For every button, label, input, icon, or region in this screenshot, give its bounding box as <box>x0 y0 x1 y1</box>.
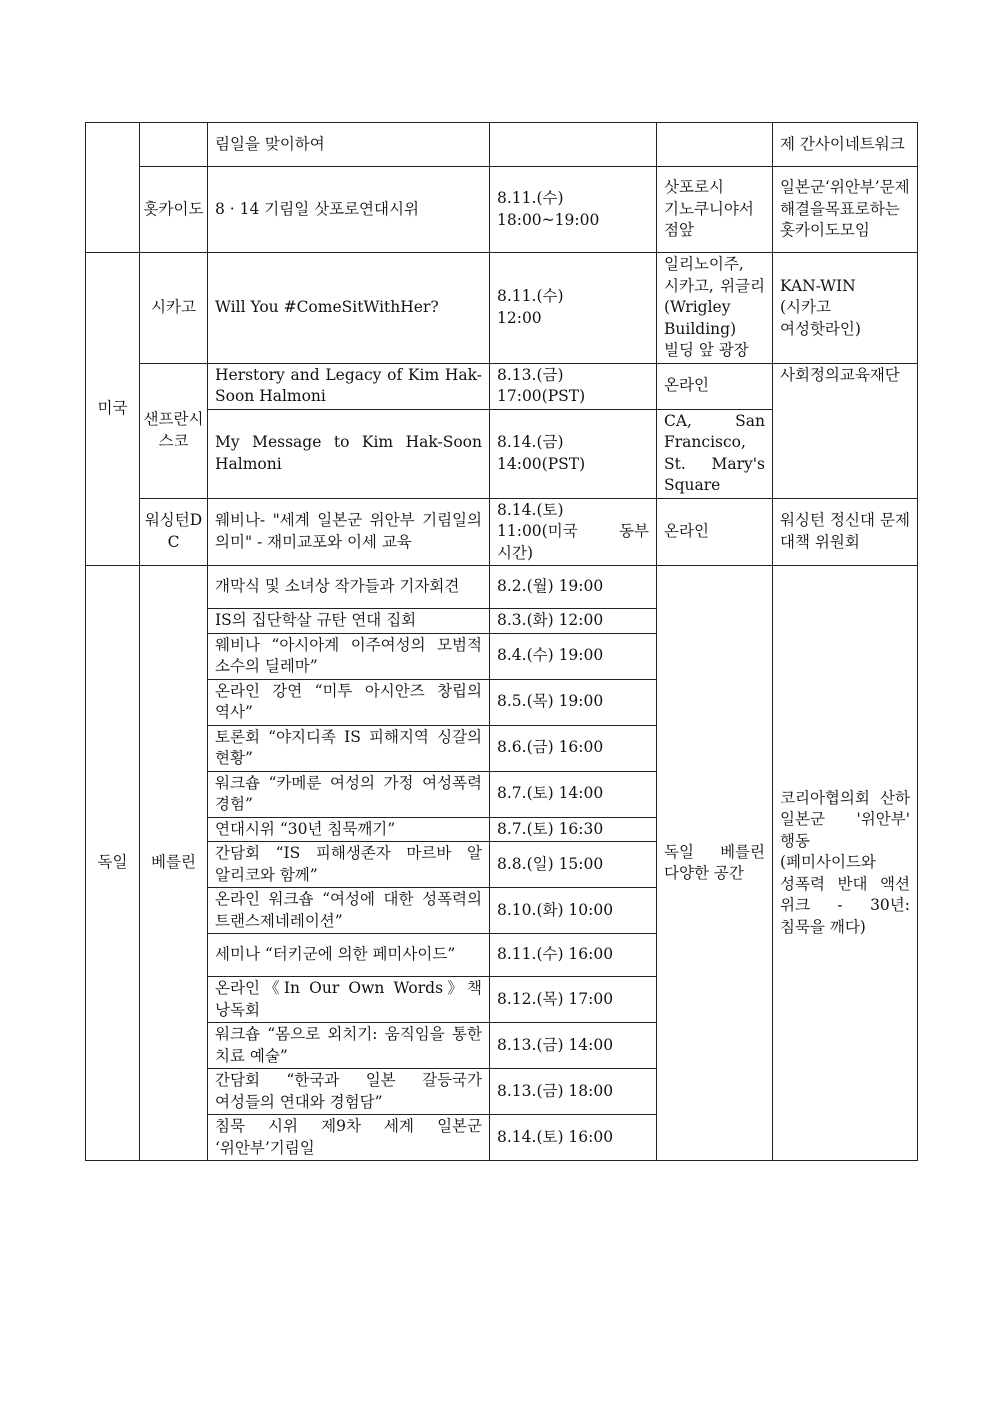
event-cell: 침묵 시위 제9차 세계 일본군 ‘위안부’기림일 <box>208 1115 490 1161</box>
event-cell: 림일을 맞이하여 <box>208 123 490 167</box>
date-cell: 8.7.(토) 16:30 <box>490 817 657 842</box>
date-cell: 8.11.(수) 16:00 <box>490 934 657 977</box>
city-cell: 샌프란시스코 <box>140 363 208 498</box>
organizer-cell: KAN-WIN (시카고 여성핫라인) <box>773 253 918 364</box>
event-cell: 개막식 및 소녀상 작가들과 기자회견 <box>208 566 490 609</box>
event-cell: 8 · 14 기림일 삿포로연대시위 <box>208 167 490 253</box>
venue-cell: 일리노이주, 시카고, 위글리 (Wrigley Building)빌딩 앞 광장 <box>657 253 773 364</box>
event-cell: 웨비나 “아시아계 이주여성의 모범적 소수의 딜레마” <box>208 633 490 679</box>
organizer-cell: 워싱턴 정신대 문제 대책 위원회 <box>773 498 918 566</box>
country-cell: 미국 <box>86 253 140 566</box>
date-cell <box>490 253 657 364</box>
date-line: 8.11.(수) <box>497 287 564 306</box>
date-cell <box>490 167 657 253</box>
table-row <box>86 167 918 253</box>
venue-cell: 온라인 <box>657 498 773 566</box>
date-cell: 8.13.(금) 14:00 <box>490 1023 657 1069</box>
table-row <box>86 123 918 167</box>
date-cell: 8.10.(화) 10:00 <box>490 888 657 934</box>
event-cell: 웨비나- "세계 일본군 위안부 기림일의 의미" - 재미교포와 이세 교육 <box>208 498 490 566</box>
event-schedule-table <box>85 122 918 1161</box>
date-cell: 8.4.(수) 19:00 <box>490 633 657 679</box>
event-cell: My Message to Kim Hak-Soon Halmoni <box>208 409 490 498</box>
city-cell: 시카고 <box>140 253 208 364</box>
city-cell <box>140 123 208 167</box>
organizer-cell: 사회정의교육재단 <box>773 363 918 498</box>
event-cell: Herstory and Legacy of Kim Hak-Soon Halmoni <box>208 363 490 409</box>
event-cell: 토론회 “야지디족 IS 피해지역 싱갈의 현황” <box>208 725 490 771</box>
table-row <box>86 566 918 609</box>
event-cell: 온라인《In Our Own Words》책 낭독회 <box>208 977 490 1023</box>
event-cell: Will You #ComeSitWithHer? <box>208 253 490 364</box>
date-cell: 8.5.(목) 19:00 <box>490 679 657 725</box>
date-cell: 8.13.(금) 18:00 <box>490 1069 657 1115</box>
time-line: 18:00~19:00 <box>497 210 600 229</box>
event-cell: 온라인 워크숍 “여성에 대한 성폭력의 트랜스제네레이션” <box>208 888 490 934</box>
venue-cell: 삿포로시 기노쿠니야서점앞 <box>657 167 773 253</box>
venue-cell <box>657 123 773 167</box>
venue-cell: CA, San Francisco, St. Mary's Square <box>657 409 773 498</box>
country-cell <box>86 123 140 253</box>
time-line: 12:00 <box>497 308 542 327</box>
venue-cell: 온라인 <box>657 363 773 409</box>
event-cell: 간담회 “IS 피해생존자 마르바 알 알리코와 함께” <box>208 842 490 888</box>
event-cell: 연대시위 “30년 침묵깨기” <box>208 817 490 842</box>
event-cell: 워크숍 “카메룬 여성의 가정 여성폭력 경험” <box>208 771 490 817</box>
time-line: 17:00(PST) <box>497 387 586 405</box>
city-cell: 워싱턴DC <box>140 498 208 566</box>
date-cell: 8.3.(화) 12:00 <box>490 609 657 634</box>
organizer-cell: 제 간사이네트워크 <box>773 123 918 167</box>
date-cell <box>490 363 657 409</box>
event-cell: 온라인 강연 “미투 아시안즈 창립의 역사” <box>208 679 490 725</box>
date-cell: 8.8.(일) 15:00 <box>490 842 657 888</box>
date-line: 8.14.(금) <box>497 433 564 451</box>
table-row <box>86 498 918 566</box>
date-cell: 8.14.(토) 16:00 <box>490 1115 657 1161</box>
country-cell: 독일 <box>86 566 140 1161</box>
table-row <box>86 253 918 364</box>
time-line: 14:00(PST) <box>497 454 586 473</box>
city-cell: 베를린 <box>140 566 208 1161</box>
event-cell: IS의 집단학살 규탄 연대 집회 <box>208 609 490 634</box>
date-cell: 8.6.(금) 16:00 <box>490 725 657 771</box>
date-cell <box>490 123 657 167</box>
event-cell: 세미나 “터키군에 의한 페미사이드” <box>208 934 490 977</box>
event-cell: 워크숍 “몸으로 외치기: 움직임을 통한 치료 예술” <box>208 1023 490 1069</box>
table-row <box>86 363 918 409</box>
date-cell: 8.12.(목) 17:00 <box>490 977 657 1023</box>
event-cell: 간담회 “한국과 일본 갈등국가 여성들의 연대와 경험담” <box>208 1069 490 1115</box>
date-cell: 8.2.(월) 19:00 <box>490 566 657 609</box>
organizer-cell: 일본군‘위안부’문제해결을목표로하는홋카이도모임 <box>773 167 918 253</box>
venue-cell: 독일 베를린 다양한 공간 <box>657 566 773 1161</box>
date-line: 8.13.(금) <box>497 365 564 384</box>
date-cell: 8.14.(토) 11:00(미국 동부 시간) <box>490 498 657 566</box>
city-cell: 홋카이도 <box>140 167 208 253</box>
date-line: 8.11.(수) <box>497 189 564 207</box>
organizer-cell: 코리아협의회 산하 일본군 '위안부' 행동 (페미사이드와 성폭력 반대 액션 위크 - 30년: 침묵을 깨다) <box>773 566 918 1161</box>
date-cell <box>490 409 657 498</box>
date-cell: 8.7.(토) 14:00 <box>490 771 657 817</box>
